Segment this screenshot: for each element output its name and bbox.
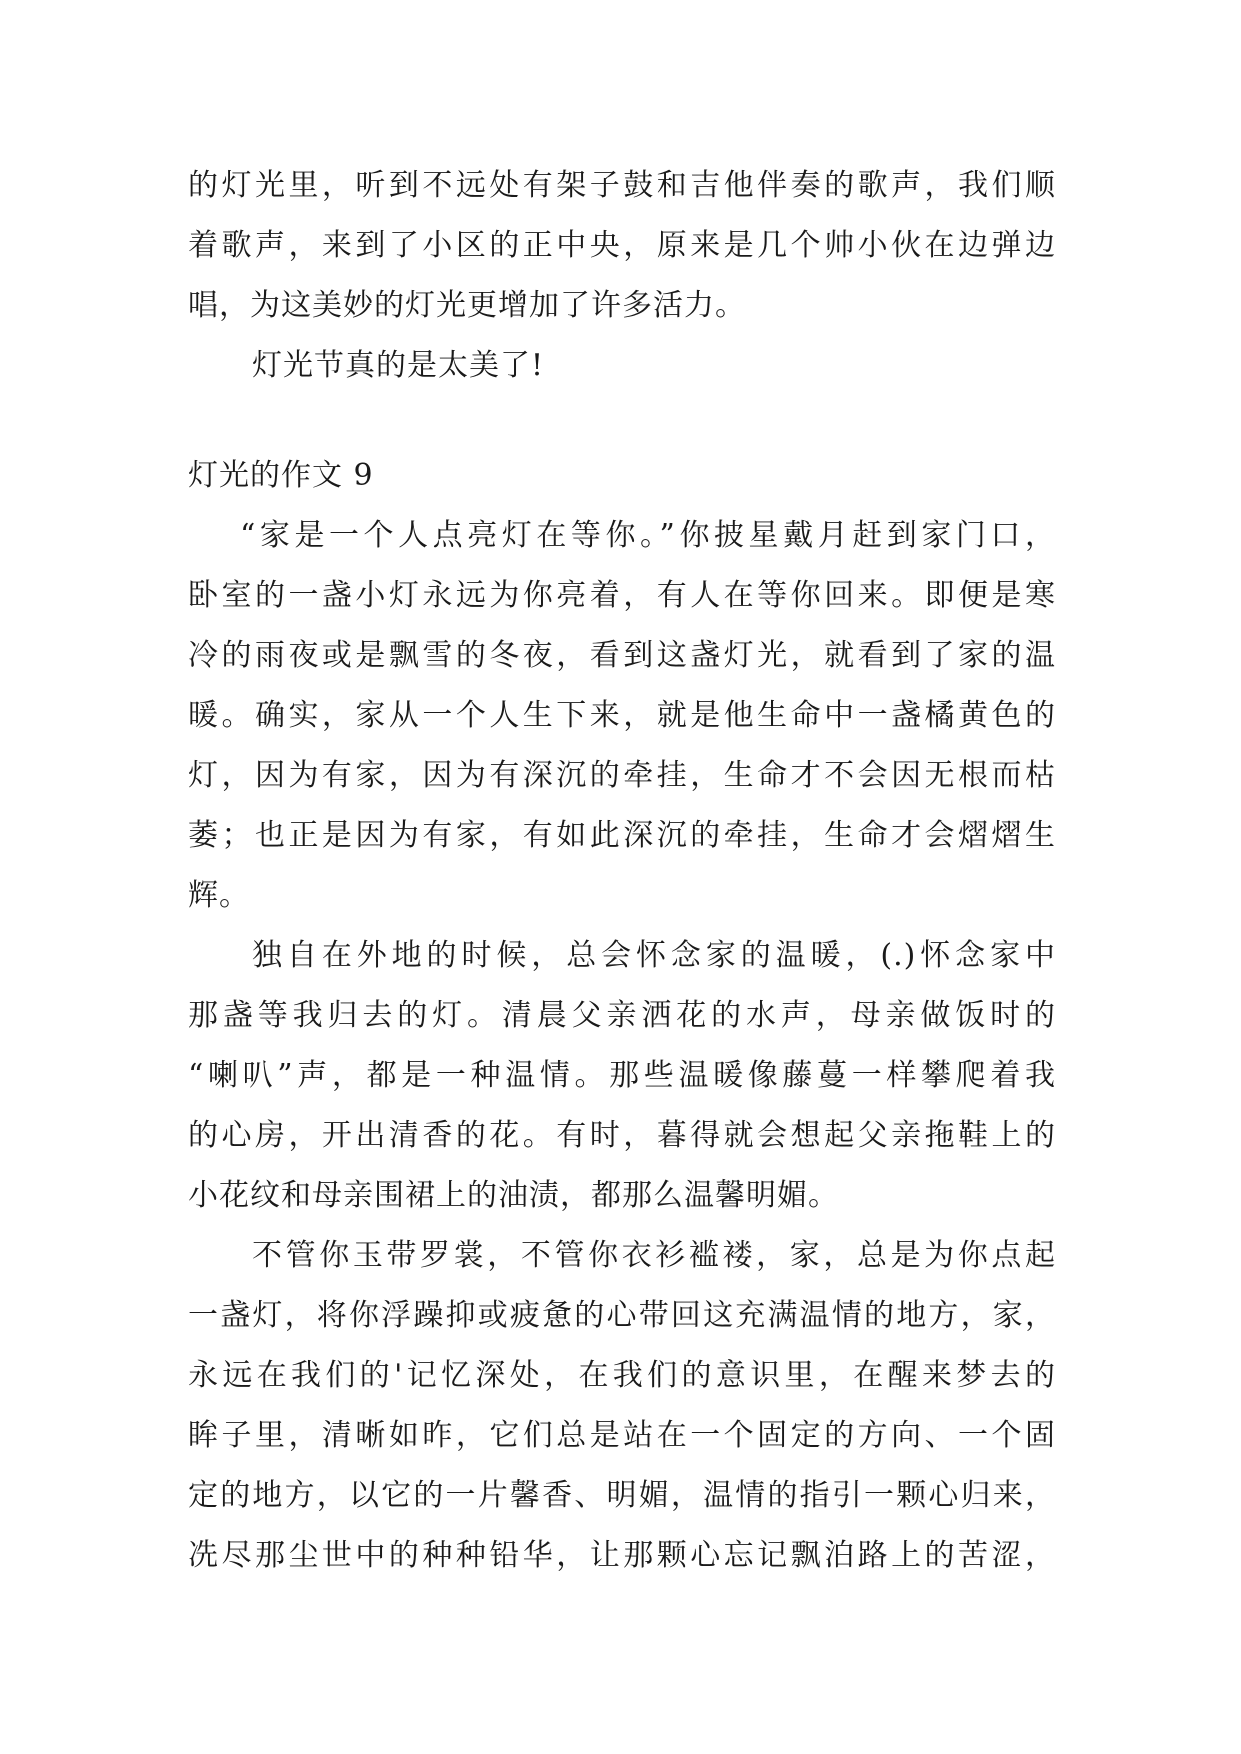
paragraph-line: 冷的雨夜或是飘雪的冬夜，看到这盏灯光，就看到了家的温 — [188, 638, 1056, 673]
paragraph-line: 灯光节真的是太美了! — [252, 348, 545, 383]
paragraph-line: 定的地方，以它的一片馨香、明媚，温情的指引一颗心归来， — [188, 1478, 1056, 1513]
paragraph-line: “家是一个人点亮灯在等你。”你披星戴月赶到家门口， — [240, 518, 1056, 553]
paragraph-line: 着歌声，来到了小区的正中央，原来是几个帅小伙在边弹边 — [188, 228, 1056, 263]
paragraph-line: 唱，为这美妙的灯光更增加了许多活力。 — [188, 288, 746, 323]
paragraph-line: 暖。确实，家从一个人生下来，就是他生命中一盏橘黄色的 — [188, 698, 1056, 733]
paragraph-line: 独自在外地的时候，总会怀念家的温暖，(.)怀念家中 — [252, 938, 1056, 973]
paragraph-line: 灯，因为有家，因为有深沉的牵挂，生命才不会因无根而枯 — [188, 758, 1056, 793]
paragraph-line: 不管你玉带罗裳，不管你衣衫褴褛，家，总是为你点起 — [252, 1238, 1056, 1273]
section-heading: 灯光的作文 9 — [188, 458, 374, 493]
paragraph-line: 卧室的一盏小灯永远为你亮着，有人在等你回来。即便是寒 — [188, 578, 1056, 613]
paragraph-line: “喇叭”声，都是一种温情。那些温暖像藤蔓一样攀爬着我 — [188, 1058, 1056, 1093]
paragraph-line: 冼尽那尘世中的种种铅华，让那颗心忘记飘泊路上的苦涩， — [188, 1538, 1056, 1573]
paragraph-line: 那盏等我归去的灯。清晨父亲洒花的水声，母亲做饭时的 — [188, 998, 1056, 1033]
paragraph-line: 小花纹和母亲围裙上的油渍，都那么温馨明媚。 — [188, 1178, 839, 1213]
paragraph-line: 的心房，开出清香的花。有时，暮得就会想起父亲拖鞋上的 — [188, 1118, 1056, 1153]
paragraph-line: 萎；也正是因为有家，有如此深沉的牵挂，生命才会熠熠生 — [188, 818, 1056, 853]
paragraph-line: 眸子里，清晰如昨，它们总是站在一个固定的方向、一个固 — [188, 1418, 1056, 1453]
paragraph-line: 的灯光里，听到不远处有架子鼓和吉他伴奏的歌声，我们顺 — [188, 168, 1056, 203]
paragraph-line: 辉。 — [188, 878, 250, 913]
paragraph-line: 一盏灯，将你浮躁抑或疲惫的心带回这充满温情的地方，家， — [188, 1298, 1056, 1333]
paragraph-line: 永远在我们的'记忆深处，在我们的意识里，在醒来梦去的 — [188, 1358, 1056, 1393]
